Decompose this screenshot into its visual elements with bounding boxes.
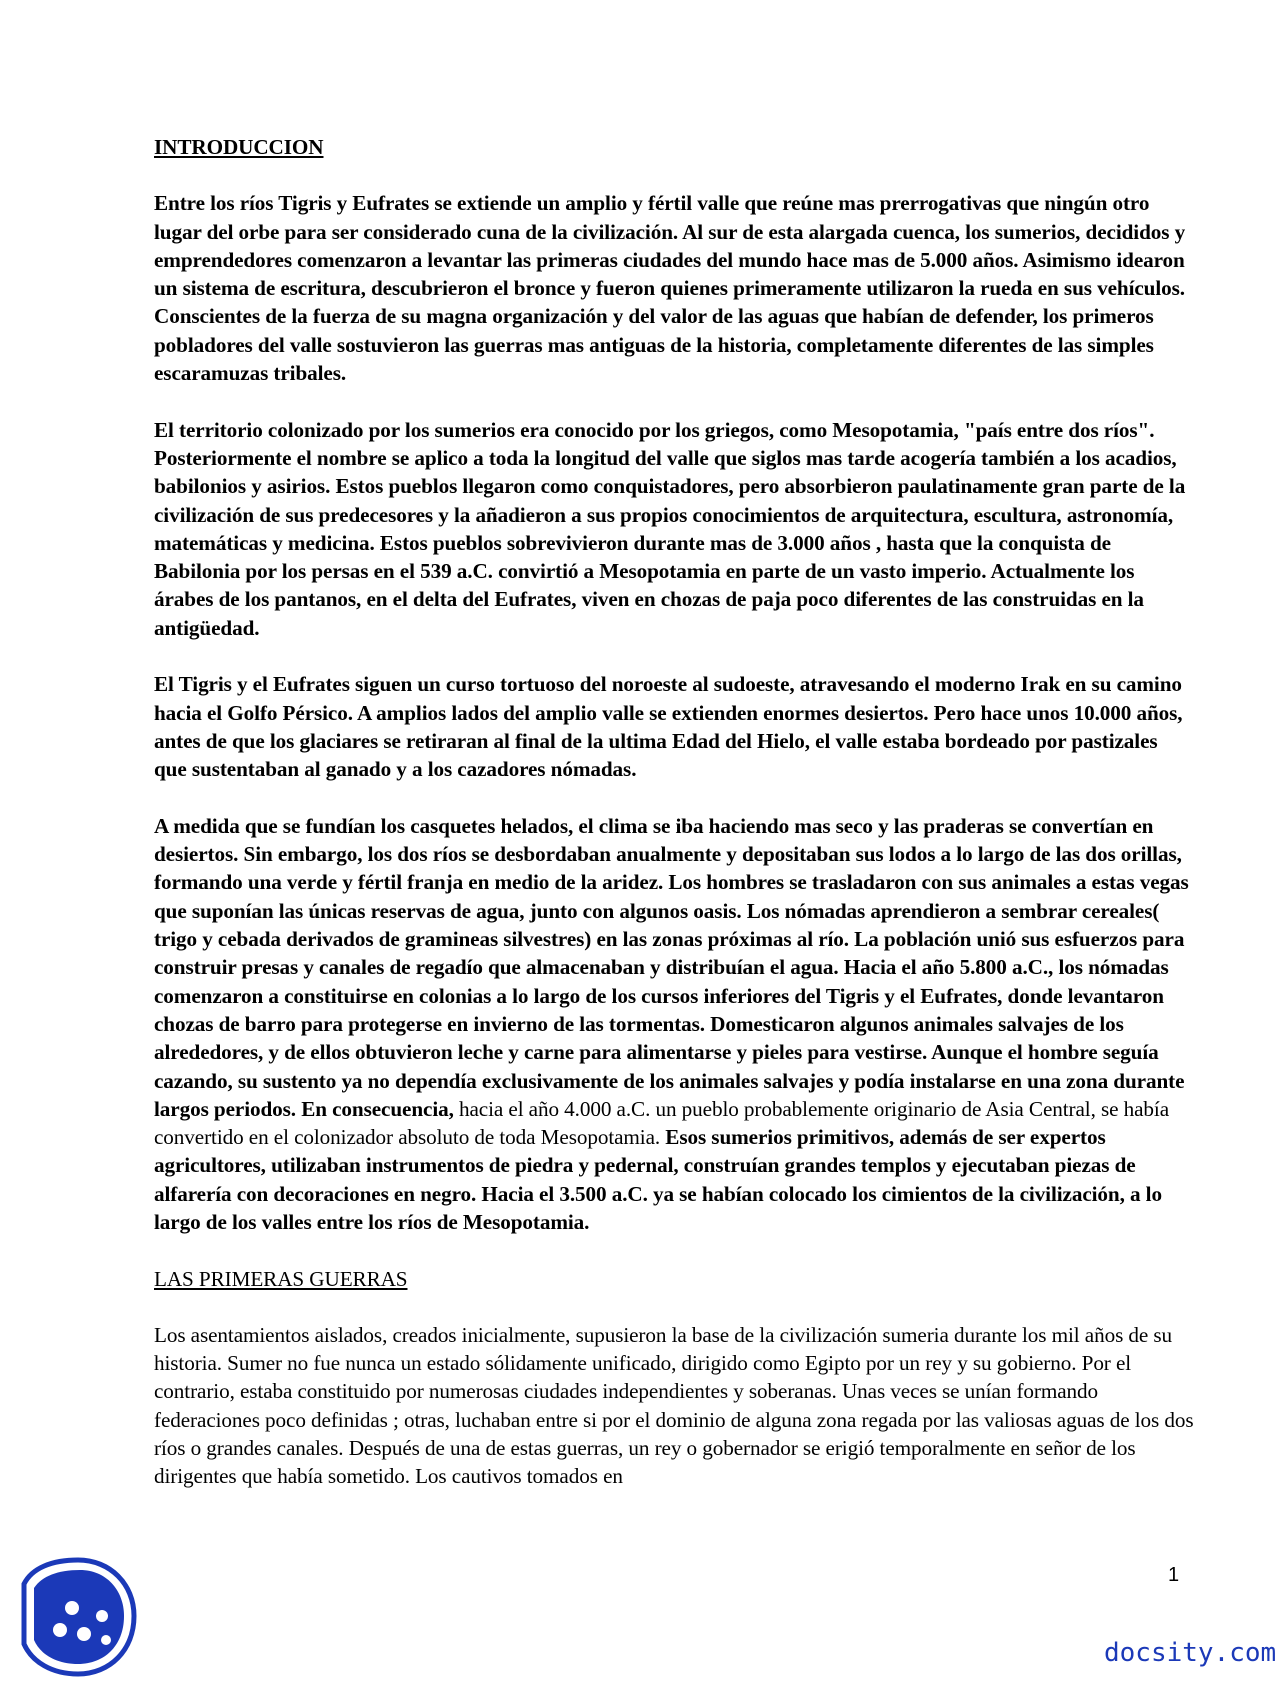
paragraph-4-normal: hacia el año 4.000 a.C. un pueblo probablemente originario de Asia Central, se había convertido en el colonizador absoluto de toda Mesopotamia. [154, 1096, 1169, 1150]
docsity-logo-icon[interactable] [18, 1554, 138, 1679]
paragraph-4 [154, 812, 1194, 1236]
paragraph-2: El territorio colonizado por los sumerios era conocido por los griegos, como Mesopotamia, "país entre dos ríos". Posteriormente el nombre se aplico a toda la longitud del valle que siglos mas tarde acogería también a los acadios, babilonios y asirios. Estos pueblos llegaron como conquistadores, pero absorbieron paulatinamente gran parte de la civilización de sus predecesores y la añadieron a sus propios conocimientos de arquitectura, escultura, astronomía, matemáticas y medicina. Estos pueblos sobrevivieron durante mas de 3.000 años , hasta que la conquista de Babilonia por los persas en el 539 a.C. convirtió a Mesopotamia en parte de un vasto imperio. Actualmente los árabes de los pantanos, en el delta del Eufrates, viven en chozas de paja poco diferentes de las construidas en la antigüedad. [154, 417, 1186, 640]
paragraph-1: Entre los ríos Tigris y Eufrates se extiende un amplio y fértil valle que reúne mas prerrogativas que ningún otro lugar del orbe para ser considerado cuna de la civilización. Al sur de esta alargada cuenca, los sumerios, decididos y emprendedores comenzaron a levantar las primeras ciudades del mundo hace mas de 5.000 años. Asimismo idearon un sistema de escritura, descubrieron el bronce y fueron quienes primeramente utilizaron la rueda en sus vehículos. Conscientes de la fuerza de su magna organización y del valor de las aguas que habían de defender, los primeros pobladores del valle sostuvieron las guerras mas antiguas de la historia, completamente diferentes de las simples escaramuzas tribales. [154, 191, 1186, 386]
section-heading-introduccion: INTRODUCCION [154, 135, 324, 159]
page-number: 1 [1168, 1564, 1180, 1586]
paragraph-4-bold-b: Esos sumerios primitivos, además de ser expertos agricultores, utilizaban instrumentos de piedra y pedernal, construían grandes templos y ejecutaban piezas de alfarería con decoraciones en negro. Hacia el 3.500 a.C. ya se habían colocado los cimientos de la civilización, a lo largo de los valles entre los ríos de Mesopotamia. [154, 1125, 1162, 1234]
section-heading-primeras-guerras: LAS PRIMERAS GUERRAS [154, 1266, 408, 1291]
paragraph-4-bold-a: A medida que se fundían los casquetes helados, el clima se iba haciendo mas seco y las praderas se convertían en desiertos. Sin embargo, los dos ríos se desbordaban anualmente y depositaban sus lodos a lo largo de las dos orillas, formando una verde y fértil franja en medio de la aridez. Los hombres se trasladaron con sus animales a estas vegas que suponían las únicas reservas de agua, junto con algunos oasis. Los nómadas aprendieron a sembrar cereales( trigo y cebada derivados de gramineas silvestres) en las zonas próximas al río. La población unió sus esfuerzos para construir presas y canales de regadío que almacenaban y distribuían el agua. Hacia el año 5.800 a.C., los nómadas comenzaron a constituirse en colonias a lo largo de los cursos inferiores del Tigris y el Eufrates, donde levantaron chozas de barro para protegerse en invierno de las tormentas. Domesticaron algunos animales salvajes de los alrededores, y de ellos obtuvieron leche y carne para alimentarse y pieles para vestirse. Aunque el hombre seguía cazando, su sustento ya no dependía exclusivamente de los animales salvajes y podía instalarse en una zona durante largos periodos. En consecuencia, [154, 813, 1189, 1121]
document-body [154, 133, 1194, 1519]
paragraph-3: El Tigris y el Eufrates siguen un curso tortuoso del noroeste al sudoeste, atravesando el moderno Irak en su camino hacia el Golfo Pérsico. A amplios lados del amplio valle se extienden enormes desiertos. Pero hace unos 10.000 años, antes de que los glaciares se retiraran al final de la ultima Edad del Hielo, el valle estaba bordeado por pastizales que sustentaban al ganado y a los cazadores nómadas. [154, 672, 1183, 782]
paragraph-5: Los asentamientos aislados, creados inicialmente, supusieron la base de la civilización sumeria durante los mil años de su historia. Sumer no fue nunca un estado sólidamente unificado, dirigido como Egipto por un rey y su gobierno. Por el contrario, estaba constituido por numerosas ciudades independientes y soberanas. Unas veces se unían formando federaciones poco definidas ; otras, luchaban entre si por el dominio de alguna zona regada por las valiosas aguas de los dos ríos o grandes canales. Después de una de estas guerras, un rey o gobernador se erigió temporalmente en señor de los dirigentes que había sometido. Los cautivos tomados en [154, 1322, 1194, 1489]
docsity-brand-link[interactable]: docsity.com [1104, 1638, 1277, 1668]
